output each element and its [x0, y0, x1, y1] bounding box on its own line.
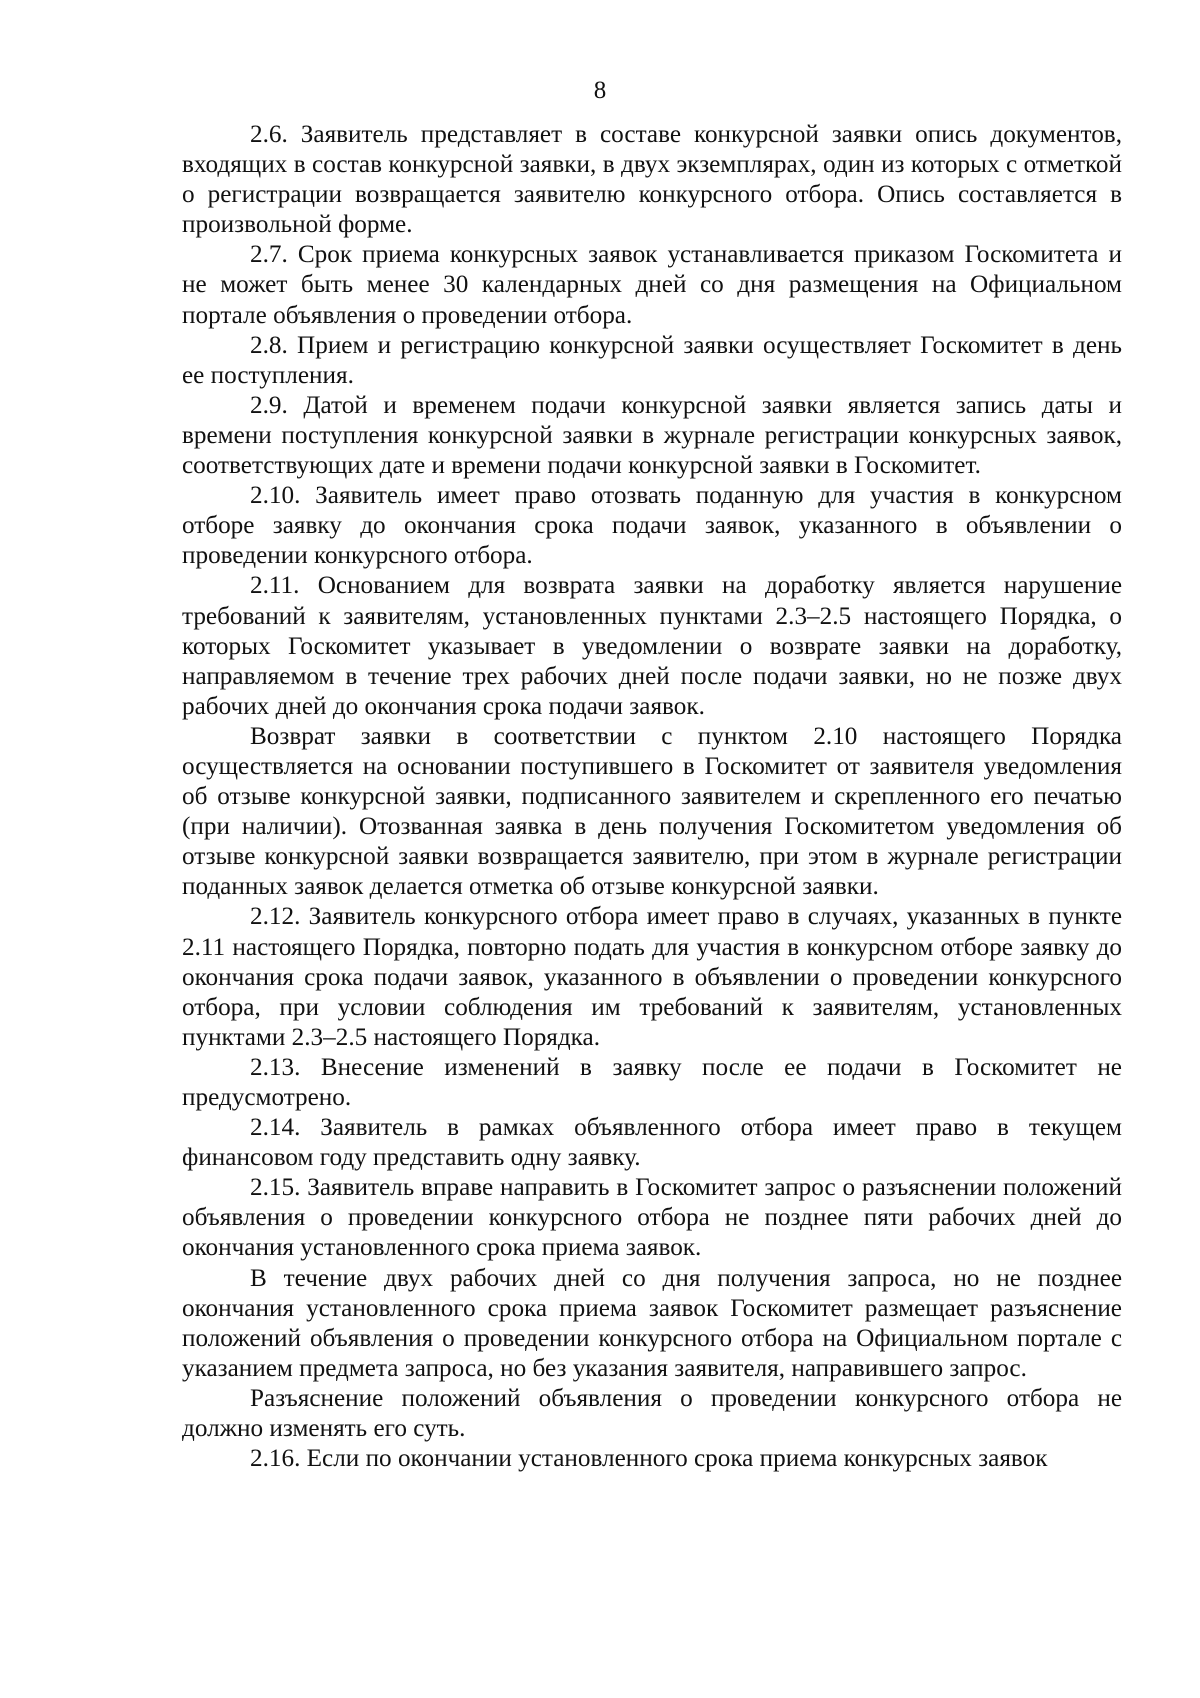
paragraph-return-of-application: Возврат заявки в соответствии с пунктом 2.10 настоящего Порядка осуществляется на основании поступившего в Госкомитет от заявителя уведомления об отзыве конкурсной заявки, подписанного заявителем и скрепленного его печатью (при наличии). Отозванная заявка в день получения Госкомитетом уведомления об отзыве конкурсной заявки возвращается заявителю, при этом в журнале регистрации поданных заявок делается отметка об отзыве конкурсной заявки.	[182, 722, 1122, 901]
paragraph-2-10: 2.10. Заявитель имеет право отозвать поданную для участия в конкурсном отборе заявку до окончания срока подачи заявок, указанного в объявлении о проведении конкурсного отбора.	[182, 482, 1122, 570]
paragraph-2-7: 2.7. Срок приема конкурсных заявок устанавливается приказом Госкомитета и не может быть менее 30 календарных дней со дня размещения на Официальном портале объявления о проведении отбора.	[182, 241, 1122, 329]
paragraph-clarification-essence: Разъяснение положений объявления о проведении конкурсного отбора не должно изменять его суть.	[182, 1384, 1122, 1443]
document-body	[182, 120, 1122, 1474]
paragraph-2-14: 2.14. Заявитель в рамках объявленного отбора имеет право в текущем финансовом году представить одну заявку.	[182, 1114, 1122, 1172]
paragraph-2-13: 2.13. Внесение изменений в заявку после ее подачи в Госкомитет не предусмотрено.	[182, 1053, 1122, 1111]
paragraph-clarification-timing: В течение двух рабочих дней со дня получения запроса, но не позднее окончания установленного срока приема заявок Госкомитет размещает разъяснение положений объявления о проведении конкурсного отбора на Официальном портале с указанием предмета запроса, но без указания заявителя, направившего запрос.	[182, 1264, 1122, 1382]
page-number: 8	[593, 77, 607, 104]
paragraph-2-11: 2.11. Основанием для возврата заявки на доработку является нарушение требований к заявителям, установленных пунктами 2.3–2.5 настоящего Порядка, о которых Госкомитет указывает в уведомлении о возврате заявки на доработку, направляемом в течение трех рабочих дней после подачи заявки, но не позже двух рабочих дней до окончания срока подачи заявок.	[182, 572, 1122, 720]
paragraph-2-6: 2.6. Заявитель представляет в составе конкурсной заявки опись документов, входящих в состав конкурсной заявки, в двух экземплярах, один из которых с отметкой о регистрации возвращается заявителю конкурсного отбора. Опись составляется в произвольной форме.	[182, 121, 1122, 239]
paragraph-2-12: 2.12. Заявитель конкурсного отбора имеет право в случаях, указанных в пункте 2.11 настоящего Порядка, повторно подать для участия в конкурсном отборе заявку до окончания срока подачи заявок, указанного в объявлении о проведении конкурсного отбора, при условии соблюдения им требований к заявителям, установленных пунктами 2.3–2.5 настоящего Порядка.	[182, 903, 1122, 1051]
paragraph-2-15: 2.15. Заявитель вправе направить в Госкомитет запрос о разъяснении положений объявления о проведении конкурсного отбора не позднее пяти рабочих дней до окончания установленного срока приема заявок.	[182, 1174, 1122, 1262]
paragraph-2-9: 2.9. Датой и временем подачи конкурсной заявки является запись даты и времени поступления конкурсной заявки в журнале регистрации конкурсных заявок, соответствующих дате и времени подачи конкурсной заявки в Госкомитет.	[182, 391, 1122, 480]
paragraph-2-16: 2.16. Если по окончании установленного срока приема конкурсных заявок	[250, 1445, 1048, 1473]
paragraph-2-8: 2.8. Прием и регистрацию конкурсной заявки осуществляет Госкомитет в день ее поступления.	[182, 331, 1122, 389]
